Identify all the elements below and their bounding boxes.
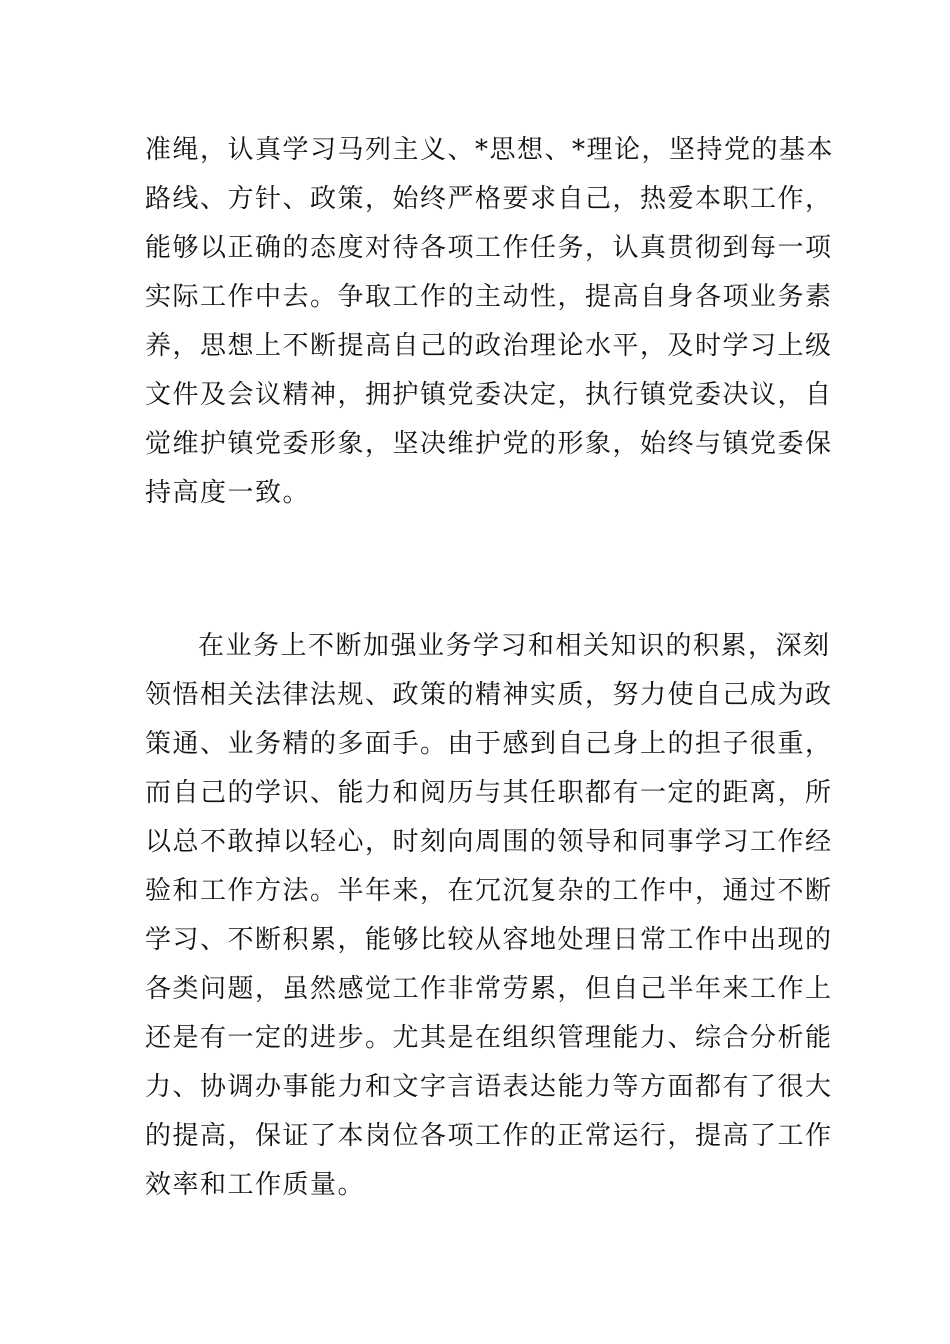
paragraph-line: 效率和工作质量。 xyxy=(145,1170,366,1200)
paragraph-line: 实际工作中去。争取工作的主动性，提高自身各项业务素 xyxy=(145,282,833,312)
paragraph-line: 以总不敢掉以轻心，时刻向周围的领导和同事学习工作经 xyxy=(145,827,833,857)
paragraph-line: 策通、业务精的多面手。由于感到自己身上的担子很重， xyxy=(145,729,833,759)
paragraph-line: 路线、方针、政策，始终严格要求自己，热爱本职工作， xyxy=(145,184,833,214)
paragraph-line: 在业务上不断加强业务学习和相关知识的积累，深刻 xyxy=(198,631,831,661)
paragraph-line: 的提高，保证了本岗位各项工作的正常运行，提高了工作 xyxy=(145,1121,833,1151)
paragraph-line: 文件及会议精神，拥护镇党委决定，执行镇党委决议，自 xyxy=(145,380,833,410)
paragraph-line: 觉维护镇党委形象，坚决维护党的形象，始终与镇党委保 xyxy=(145,429,833,459)
paragraph-line: 还是有一定的进步。尤其是在组织管理能力、综合分析能 xyxy=(145,1023,833,1053)
paragraph-line: 而自己的学识、能力和阅历与其任职都有一定的距离，所 xyxy=(145,778,833,808)
paragraph-line: 准绳，认真学习马列主义、*思想、*理论，坚持党的基本 xyxy=(145,135,835,165)
paragraph-line: 领悟相关法律法规、政策的精神实质，努力使自己成为政 xyxy=(145,680,833,710)
paragraph-line: 持高度一致。 xyxy=(145,478,311,508)
paragraph-line: 能够以正确的态度对待各项工作任务，认真贯彻到每一项 xyxy=(145,233,833,263)
paragraph-line: 学习、不断积累，能够比较从容地处理日常工作中出现的 xyxy=(145,925,833,955)
paragraph-line: 各类问题，虽然感觉工作非常劳累，但自己半年来工作上 xyxy=(145,974,833,1004)
paragraph-line: 养，思想上不断提高自己的政治理论水平，及时学习上级 xyxy=(145,331,833,361)
paragraph-line: 力、协调办事能力和文字言语表达能力等方面都有了很大 xyxy=(145,1072,833,1102)
paragraph-line: 验和工作方法。半年来，在冗沉复杂的工作中，通过不断 xyxy=(145,876,833,906)
